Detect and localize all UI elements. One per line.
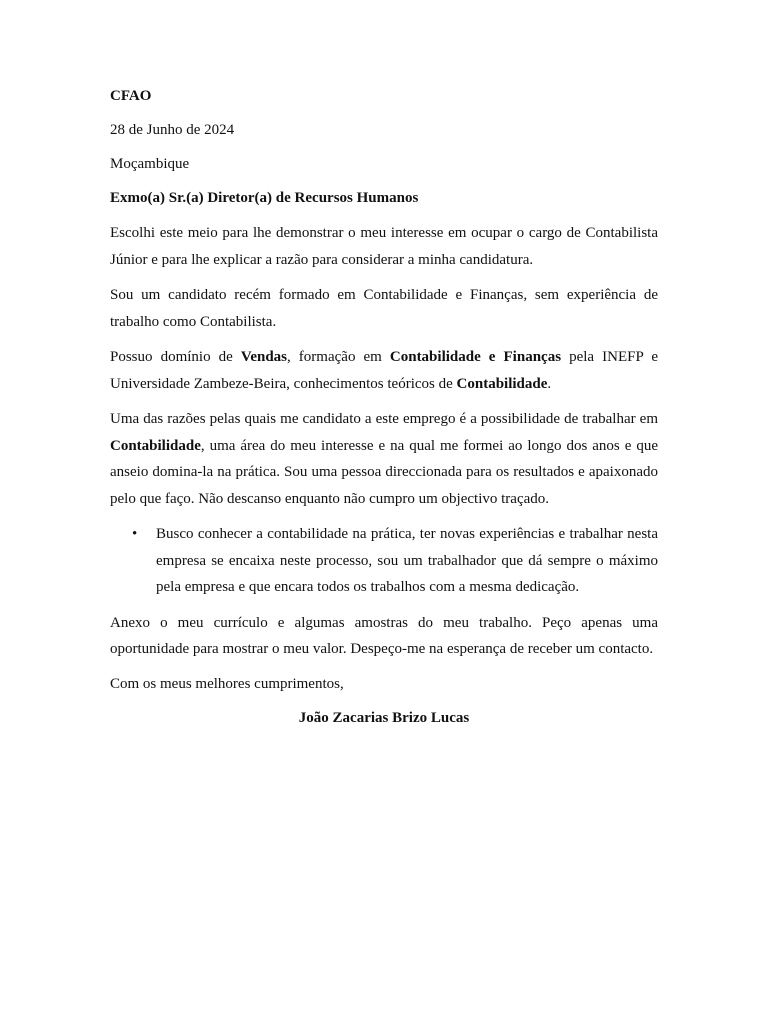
motivation-accounting: Contabilidade xyxy=(110,437,201,454)
signature-name: João Zacarias Brizo Lucas xyxy=(298,709,470,726)
paragraph-interest: Escolhi este meio para lhe demonstrar o meu interesse em ocupar o cargo de Contabilista Júnior e para lhe explicar a razão para considerar a minha candidatura. xyxy=(110,225,658,268)
paragraph-skills-text-4: . xyxy=(547,375,552,392)
bullet-text: Busco conhecer a contabilidade na prática, ter novas experiências e trabalhar nesta empresa se encaixa neste processo, sou um trabalhador que dá sempre o máximo pela empresa e que encara todos os trabalhos com a mesma dedicação. xyxy=(156,526,658,595)
paragraph-skills-text-3: pela INEFP e Universidade Zambeze-Beira, conhecimentos teóricos de xyxy=(110,349,658,392)
salutation: Exmo(a) Sr.(a) Diretor(a) de Recursos Humanos xyxy=(110,190,419,206)
company-name: CFAO xyxy=(110,88,152,104)
paragraph-motivation-text-1: Uma das razões pelas quais me candidato a este emprego é a possibilidade de trabalhar em xyxy=(110,411,658,427)
skill-sales: Vendas xyxy=(240,349,287,365)
bullet-list xyxy=(110,521,658,601)
paragraph-attachment: Anexo o meu currículo e algumas amostras do meu trabalho. Peço apenas uma oportunidade para mostrar o meu valor. Despeço-me na esperança de receber um contacto. xyxy=(110,614,658,657)
paragraph-skills-text-1: Possuo domínio de xyxy=(110,349,241,365)
bullet-icon: • xyxy=(132,526,138,542)
paragraph-motivation xyxy=(110,406,658,512)
paragraph-motivation-text-2: , uma área do meu interesse e na qual me formei ao longo dos anos e que anseio domina-la na prática. Sou uma pessoa direccionada para os resultados e apaixonado pelo que faço. Não descanso enquanto não cumpro um objectivo traçado. xyxy=(110,437,658,507)
letter-location: Moçambique xyxy=(110,156,190,172)
paragraph-skills xyxy=(110,344,658,397)
skill-accounting-finance: Contabilidade e Finanças xyxy=(389,349,562,365)
paragraph-skills-text-2: , formação em xyxy=(287,349,390,365)
paragraph-background: Sou um candidato recém formado em Contabilidade e Finanças, sem experiência de trabalho como Contabilista. xyxy=(110,287,658,330)
list-item xyxy=(110,521,658,601)
letter-date: 28 de Junho de 2024 xyxy=(110,122,235,138)
closing-line: Com os meus melhores cumprimentos, xyxy=(110,675,344,692)
skill-accounting: Contabilidade xyxy=(456,375,548,392)
